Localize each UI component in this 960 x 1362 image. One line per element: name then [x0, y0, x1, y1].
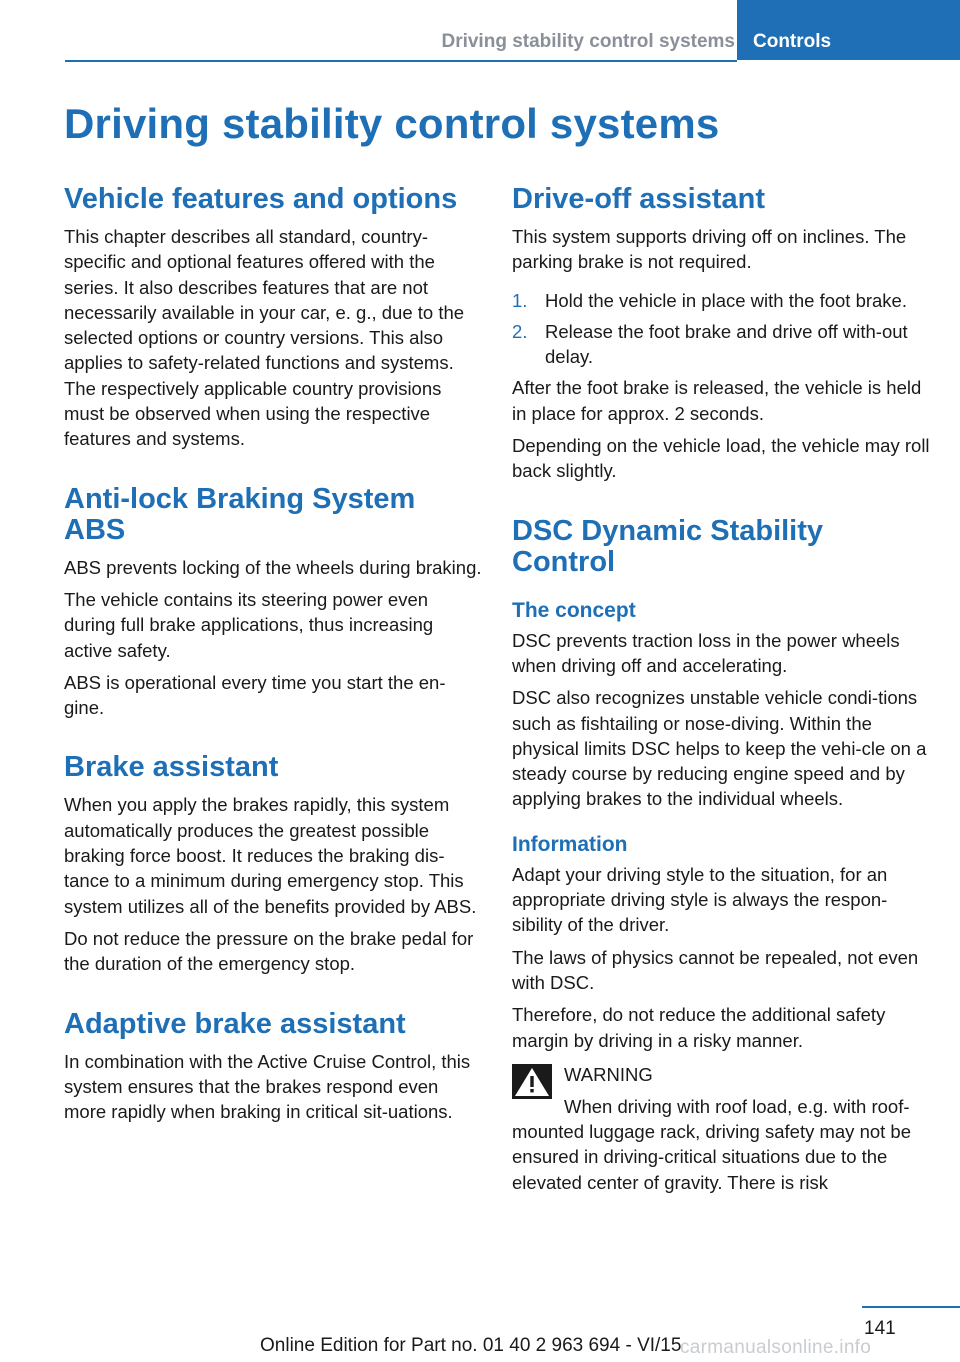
abs-text-2: The vehicle contains its steering power even during full brake applications, thus increasing active safety. — [64, 588, 434, 661]
brake-assistant-text-1: When you apply the brakes rapidly, this system automatically produces the greatest possible braking force boost. It reduces the braking dis-tance to a minimum during emergency stop. This system utilizes all of the benefits provided by ABS. — [64, 794, 477, 917]
section-adaptive-brake-assistant — [64, 1009, 482, 1125]
abs-text-1: ABS prevents locking of the wheels during braking. — [64, 556, 482, 578]
drive-off-text-2: Depending on the vehicle load, the vehicle may roll back slightly. — [512, 435, 930, 482]
drive-off-intro: This system supports driving off on inclines. The parking brake is not required. — [512, 226, 907, 273]
abs-text-3: ABS is operational every time you start the en-gine. — [64, 671, 446, 719]
section-abs — [64, 484, 482, 721]
heading-dsc: DSC Dynamic Stability Control — [512, 514, 824, 578]
left-column — [64, 184, 482, 1124]
chapter-tab-label: Controls — [753, 31, 832, 52]
heading-adaptive-brake-assistant: Adaptive brake assistant — [64, 1007, 406, 1040]
chapter-tab — [737, 0, 960, 60]
drive-off-steps — [512, 288, 932, 370]
warning-box — [512, 1062, 932, 1195]
brake-assistant-text-2: Do not reduce the pressure on the brake pedal for the duration of the emergency stop. — [64, 927, 474, 975]
step-text: Release the foot brake and drive off with-out delay. — [545, 320, 908, 368]
warning-title: WARNING — [564, 1063, 653, 1085]
section-brake-assistant — [64, 752, 482, 976]
page-number: 141 — [864, 1318, 896, 1339]
concept-text-1: DSC prevents traction loss in the power wheels when driving off and accelerating. — [512, 629, 900, 676]
vehicle-features-text: This chapter describes all standard, country-specific and optional features offered with the series. It also describes features that are not necessarily available in your car, e. g., due to the selected options or country versions. This also applies to safety-related functions and systems. The respectively applicable country provisions must be observed when using the respective features and systems. — [64, 226, 465, 450]
warning-text: When driving with roof load, e.g. with roof-mounted luggage rack, driving safety may not be ensured in driving-critical situations due to the elevated center of gravity. There is risk — [512, 1095, 912, 1193]
section-vehicle-features — [64, 184, 482, 452]
step-number: 2. — [512, 320, 528, 342]
footer-rule — [862, 1306, 960, 1308]
right-column — [512, 184, 932, 1195]
heading-vehicle-features: Vehicle features and options — [64, 183, 458, 215]
warning-triangle-icon — [512, 1064, 552, 1099]
header-rule — [65, 60, 737, 62]
concept-text-2: DSC also recognizes unstable vehicle condi-tions such as fishtailing or nose-diving. Within the physical limits DSC helps to keep the vehi-cle on a steady course by reducing engine speed and by applying brakes to the individual wheels. — [512, 687, 927, 810]
page-title: Driving stability control systems — [64, 100, 720, 147]
information-text-2: The laws of physics cannot be repealed, not even with DSC. — [512, 946, 919, 993]
information-text-1: Adapt your driving style to the situation, for an appropriate driving style is always the respon-sibility of the driver. — [512, 863, 888, 936]
step-text: Hold the vehicle in place with the foot brake. — [545, 289, 907, 311]
heading-the-concept: The concept — [512, 598, 636, 622]
list-item — [512, 319, 932, 370]
running-header-section: Driving stability control systems — [441, 31, 735, 52]
watermark: carmanualsonline.info — [680, 1337, 872, 1358]
section-dsc — [512, 516, 932, 1195]
heading-abs: Anti-lock Braking System ABS — [64, 482, 416, 546]
drive-off-text-1: After the foot brake is released, the vehicle is held in place for approx. 2 seconds. — [512, 377, 922, 424]
adaptive-brake-text: In combination with the Active Cruise Control, this system ensures that the brakes respond even more rapidly when braking in critical sit-uations. — [64, 1050, 471, 1123]
heading-brake-assistant: Brake assistant — [64, 751, 279, 784]
heading-drive-off-assistant: Drive-off assistant — [512, 183, 766, 215]
section-drive-off-assistant — [512, 184, 932, 484]
heading-information: Information — [512, 832, 628, 856]
edition-line: Online Edition for Part no. 01 40 2 963 694 - VI/15 — [260, 1335, 682, 1356]
step-number: 1. — [512, 289, 528, 311]
list-item — [512, 288, 932, 313]
information-text-3: Therefore, do not reduce the additional safety margin by driving in a risky manner. — [512, 1004, 886, 1051]
